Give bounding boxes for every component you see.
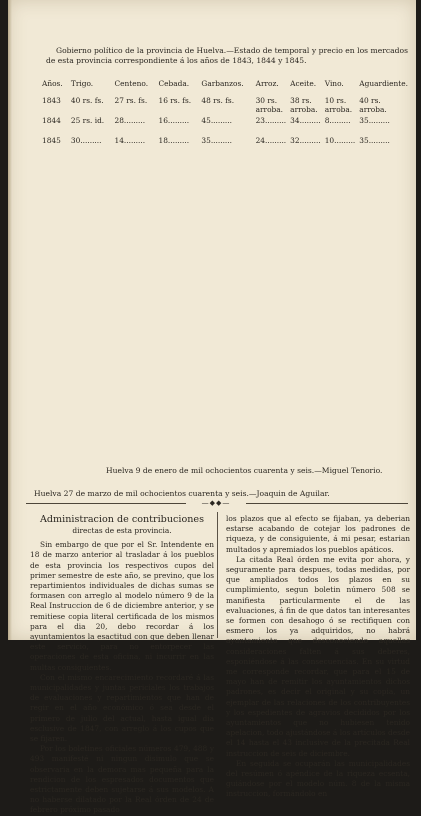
article-paragraph: En seguida se ocuparán las municipalidades del resúmen ó apéndice de la riqueza ecsenta, guiándose por el modelo núm. 8 de la misma instruccion, formándolo en	[226, 758, 410, 799]
signature-line-tenorio: Huelva 9 de enero de mil ochocientos cuarenta y seis.—Miguel Tenorio.	[106, 466, 383, 475]
table-cell: 16.........	[158, 115, 190, 125]
column-header: Aguardiente.	[359, 79, 408, 88]
table-cell: 10.........	[324, 135, 356, 145]
column-divider	[217, 512, 218, 638]
ornament-divider: —◆◆—	[186, 499, 246, 508]
column-header: Vino.	[324, 79, 344, 88]
article-right-column	[226, 514, 410, 799]
column-header: Años.	[42, 79, 63, 88]
table-cell: 27 rs. fs.	[114, 95, 148, 105]
table-cell: 25 rs. id.	[70, 115, 105, 125]
article-paragraph: La citada Real órden me evita por ahora, y seguramente para despues, todas medidas, por que ampliados todos los plazos en su cumplimiento, segun boletin número 508 se manifiesta particularmente el de las evaluaciones, á fin de que datos tan interesantes se formen con desahogo ó se rectifiquen con esmero los ya adquiridos, no habrá ayuntamiento que desconociendo aquellas consideraciones falten á sus deberes, esponiéndose á las consecuencias. En su virtud me corresponde recordar, que para el 15 de mayo han de remitir los ayuntamientos dichos padrones, es decir el original y su copia, un ejemplar de las relaciones de los contribuyentes y los espedientes de agravios decididos por los ayuntamientos que no hubiesen tenido apelacion, todo ajustándose á los artículos desde el 14 hasta el 43 inclusive de la precitada Real instruccion de seis de diciembre.	[226, 554, 410, 758]
price-table	[40, 80, 410, 157]
table-cell: 38 rs. arroba.	[290, 95, 318, 114]
column-header: Garbanzos.	[201, 79, 244, 88]
column-header: Centeno.	[114, 79, 149, 88]
column-header: Trigo.	[70, 79, 94, 88]
table-cell: 18.........	[158, 135, 190, 145]
table-cell: 35.........	[201, 135, 232, 145]
table-cell: 40 rs. fs.	[70, 95, 104, 105]
article-paragraph: los plazos que al efecto se fijaban, ya deberian estarse acabando de cotejar los padrones de riqueza, y de consiguiente, á mi pesar, estarian multados y apremiados los pueblos apáticos.	[226, 514, 410, 554]
table-cell: 14.........	[114, 135, 146, 145]
newspaper-page	[8, 0, 416, 815]
table-cell: 45.........	[201, 115, 232, 125]
table-header-row	[40, 80, 410, 97]
table-cell: 24.........	[255, 135, 287, 145]
table-cell: 16 rs. fs.	[158, 95, 192, 105]
table-row	[40, 137, 410, 157]
table-cell: 35.........	[359, 115, 390, 125]
table-cell: 1843	[42, 95, 61, 105]
article-paragraph: Sin embargo de que por el Sr. Intendente en 18 de marzo anterior al trasladar á los pueblos de esta provincia los respectivos cupos del primer semestre de este año, se previno, que los repartimientos individuales de dichas sumas se formasen con arreglo al modelo número 9 de la Real Instruccion de 6 de diciembre anterior, y se remitiese copia literal certificada de los mismos para el dia 20, debo recordar á los ayuntamientos la esactitud con que deben llenar este servicio, para no entorpecer las operaciones de esta oficina, ni incurrir en las multas consiguientes.	[30, 540, 214, 672]
table-heading: Gobierno político de la provincia de Huelva.—Estado de temporal y precio en los mercados de esta provincia correspondiente á los años de 1843, 1844 y 1845.	[46, 46, 408, 65]
table-cell: 28.........	[114, 115, 146, 125]
table-cell: 34.........	[290, 115, 321, 125]
table-cell: 30.........	[70, 135, 102, 145]
column-header: Arroz.	[255, 79, 279, 88]
table-cell: 35.........	[359, 135, 390, 145]
table-cell: 1845	[42, 135, 61, 145]
column-header: Cebada.	[158, 79, 190, 88]
table-cell: 32.........	[290, 135, 321, 145]
table-cell: 10 rs. arroba.	[324, 95, 353, 114]
table-row	[40, 97, 410, 117]
table-cell: 40 rs. arroba.	[359, 95, 387, 114]
article-title: Administracion de contribuciones	[39, 514, 205, 525]
column-header: Aceite.	[290, 79, 317, 88]
article-left-column	[30, 514, 214, 815]
table-cell: 23.........	[255, 115, 287, 125]
table-row	[40, 117, 410, 137]
signature-line-aguilar: Huelva 27 de marzo de mil ochocientos cuarenta y seis.—Joaquin de Aguilar.	[34, 489, 330, 498]
table-cell: 8.........	[324, 115, 351, 125]
table-cell: 48 rs. fs.	[201, 95, 235, 105]
table-cell: 1844	[42, 115, 61, 125]
article-subtitle: directas de esta provincia.	[72, 526, 172, 535]
table-cell: 30 rs. arroba.	[255, 95, 284, 114]
article-paragraph: Con el mismo encarecimiento recordaré á las municipalidades y juntas periciales los trabajos de evaluaciones y repartimientos que han de regir en el año económico ó sea desde el primero de julio del actual, hasta igual dia esclusive de 1847, con arreglo á los cupos que se fijaren.	[30, 672, 214, 744]
article-paragraph: Por los boletines oficiales números 479, 488 y 493 manifesté ni ningun disimulo que se observaria en la demora mas pequeña para la rendicion de los espresados documentos que estrictamente deben sujetarse á sus modelos. A no haberse dilatado por la Real órden de 24 de febrero próximo pasado	[30, 744, 214, 815]
